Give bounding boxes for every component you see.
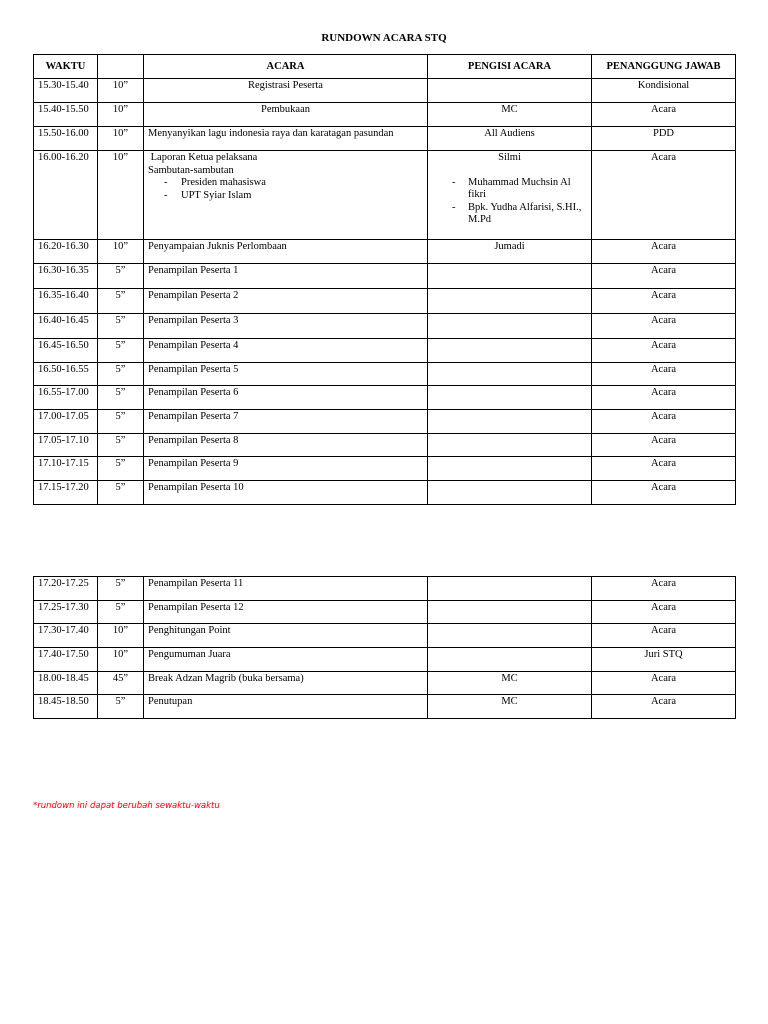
document-title: RUNDOWN ACARA STQ <box>321 32 447 44</box>
cell-penanggung-jawab: Acara <box>592 314 736 339</box>
cell-pengisi <box>428 481 592 505</box>
cell-acara: Penampilan Peserta 8 <box>144 434 428 457</box>
cell-penanggung-jawab: Acara <box>592 624 736 648</box>
cell-pengisi <box>428 79 592 103</box>
cell-waktu: 17.05-17.10 <box>34 434 98 457</box>
cell-pengisi <box>428 577 592 601</box>
table-row <box>34 264 736 289</box>
cell-waktu: 18.45-18.50 <box>34 695 98 719</box>
table-row <box>34 240 736 264</box>
cell-penanggung-jawab: Acara <box>592 672 736 695</box>
cell-durasi: 5” <box>98 363 144 386</box>
cell-waktu: 16.55-17.00 <box>34 386 98 410</box>
cell-waktu: 16.50-16.55 <box>34 363 98 386</box>
table-row <box>34 339 736 363</box>
cell-durasi: 5” <box>98 434 144 457</box>
header-penanggung-jawab: PENANGGUNG JAWAB <box>592 55 736 79</box>
header-pengisi-acara: PENGISI ACARA <box>428 55 592 79</box>
cell-pengisi: MC <box>428 695 592 719</box>
cell-pengisi <box>428 624 592 648</box>
list-item: - UPT Syiar Islam <box>148 190 423 203</box>
cell-durasi: 10” <box>98 240 144 264</box>
table-row <box>34 434 736 457</box>
cell-pengisi <box>428 151 592 240</box>
cell-acara: Penampilan Peserta 2 <box>144 289 428 314</box>
list-item: - Bpk. Yudha Alfarisi, S.HI., M.Pd <box>432 202 587 227</box>
cell-waktu: 16.40-16.45 <box>34 314 98 339</box>
cell-pengisi <box>428 314 592 339</box>
cell-acara: Penampilan Peserta 7 <box>144 410 428 434</box>
cell-acara: Penghitungan Point <box>144 624 428 648</box>
cell-pengisi <box>428 601 592 624</box>
list-item: - Muhammad Muchsin Al fikri <box>432 177 587 202</box>
cell-penanggung-jawab: Acara <box>592 264 736 289</box>
cell-durasi: 10” <box>98 103 144 127</box>
cell-pengisi <box>428 648 592 672</box>
cell-penanggung-jawab: Acara <box>592 289 736 314</box>
cell-penanggung-jawab: Acara <box>592 577 736 601</box>
cell-durasi: 45” <box>98 672 144 695</box>
cell-durasi: 5” <box>98 695 144 719</box>
table-row <box>34 577 736 601</box>
table-row <box>34 648 736 672</box>
cell-waktu: 17.10-17.15 <box>34 457 98 481</box>
cell-waktu: 17.30-17.40 <box>34 624 98 648</box>
cell-waktu: 16.30-16.35 <box>34 264 98 289</box>
cell-waktu: 18.00-18.45 <box>34 672 98 695</box>
cell-penanggung-jawab: Acara <box>592 695 736 719</box>
cell-acara: Menyanyikan lagu indonesia raya dan karatagan pasundan <box>144 127 428 151</box>
table-row <box>34 672 736 695</box>
cell-waktu: 16.45-16.50 <box>34 339 98 363</box>
cell-pengisi <box>428 434 592 457</box>
cell-durasi: 5” <box>98 457 144 481</box>
cell-acara: Penampilan Peserta 6 <box>144 386 428 410</box>
cell-waktu: 17.25-17.30 <box>34 601 98 624</box>
cell-acara: Penyampaian Juknis Perlombaan <box>144 240 428 264</box>
cell-acara <box>144 151 428 240</box>
cell-durasi: 5” <box>98 410 144 434</box>
cell-pengisi <box>428 410 592 434</box>
table-row <box>34 410 736 434</box>
header-acara: ACARA <box>144 55 428 79</box>
cell-waktu: 15.30-15.40 <box>34 79 98 103</box>
table-row <box>34 79 736 103</box>
sambutan-list <box>148 177 423 202</box>
list-item: - Presiden mahasiswa <box>148 177 423 190</box>
cell-penanggung-jawab: Acara <box>592 481 736 505</box>
rundown-table-2 <box>33 576 736 719</box>
table-row <box>34 151 736 240</box>
pengisi-list <box>432 177 587 227</box>
cell-durasi: 5” <box>98 577 144 601</box>
cell-penanggung-jawab: Acara <box>592 339 736 363</box>
cell-durasi: 5” <box>98 314 144 339</box>
cell-penanggung-jawab: Acara <box>592 457 736 481</box>
cell-durasi: 5” <box>98 289 144 314</box>
cell-penanggung-jawab: Acara <box>592 103 736 127</box>
cell-durasi: 5” <box>98 264 144 289</box>
cell-durasi: 5” <box>98 339 144 363</box>
table-row <box>34 289 736 314</box>
table-header-row <box>34 55 736 79</box>
cell-pengisi <box>428 264 592 289</box>
cell-pengisi: All Audiens <box>428 127 592 151</box>
table-row <box>34 624 736 648</box>
cell-waktu: 15.50-16.00 <box>34 127 98 151</box>
cell-pengisi: MC <box>428 103 592 127</box>
cell-penanggung-jawab: Kondisional <box>592 79 736 103</box>
cell-waktu: 17.40-17.50 <box>34 648 98 672</box>
cell-penanggung-jawab: Acara <box>592 363 736 386</box>
cell-pengisi <box>428 363 592 386</box>
pengisi-line: Silmi <box>498 152 521 163</box>
cell-waktu: 16.35-16.40 <box>34 289 98 314</box>
acara-line: Laporan Ketua pelaksana <box>148 152 258 163</box>
cell-penanggung-jawab: Acara <box>592 240 736 264</box>
cell-waktu: 17.00-17.05 <box>34 410 98 434</box>
cell-pengisi: Jumadi <box>428 240 592 264</box>
cell-durasi: 10” <box>98 151 144 240</box>
table-row <box>34 127 736 151</box>
cell-penanggung-jawab: Acara <box>592 601 736 624</box>
cell-waktu: 15.40-15.50 <box>34 103 98 127</box>
cell-penanggung-jawab: Juri STQ <box>592 648 736 672</box>
disclaimer-note: *rundown ini dapat berubah sewaktu-waktu <box>33 801 220 811</box>
cell-acara: Pembukaan <box>144 103 428 127</box>
header-durasi <box>98 55 144 79</box>
cell-durasi: 10” <box>98 79 144 103</box>
cell-acara: Penampilan Peserta 10 <box>144 481 428 505</box>
header-waktu: WAKTU <box>34 55 98 79</box>
table-row <box>34 386 736 410</box>
cell-acara: Break Adzan Magrib (buka bersama) <box>144 672 428 695</box>
cell-pengisi <box>428 386 592 410</box>
acara-line: Sambutan-sambutan <box>148 164 234 176</box>
cell-pengisi <box>428 339 592 363</box>
rundown-table-1 <box>33 54 736 505</box>
cell-penanggung-jawab: Acara <box>592 434 736 457</box>
cell-durasi: 10” <box>98 648 144 672</box>
cell-pengisi <box>428 457 592 481</box>
table-row <box>34 363 736 386</box>
table-row <box>34 601 736 624</box>
cell-penanggung-jawab: Acara <box>592 410 736 434</box>
cell-acara: Registrasi Peserta <box>144 79 428 103</box>
table-row <box>34 457 736 481</box>
cell-waktu: 16.00-16.20 <box>34 151 98 240</box>
cell-penanggung-jawab: PDD <box>592 127 736 151</box>
cell-pengisi <box>428 289 592 314</box>
cell-acara: Penampilan Peserta 3 <box>144 314 428 339</box>
cell-durasi: 5” <box>98 601 144 624</box>
cell-durasi: 5” <box>98 386 144 410</box>
cell-durasi: 10” <box>98 127 144 151</box>
cell-pengisi: MC <box>428 672 592 695</box>
cell-penanggung-jawab: Acara <box>592 386 736 410</box>
cell-acara: Penampilan Peserta 12 <box>144 601 428 624</box>
cell-acara: Pengumuman Juara <box>144 648 428 672</box>
cell-acara: Penampilan Peserta 11 <box>144 577 428 601</box>
cell-waktu: 17.15-17.20 <box>34 481 98 505</box>
cell-penanggung-jawab: Acara <box>592 151 736 240</box>
cell-waktu: 17.20-17.25 <box>34 577 98 601</box>
table-row <box>34 481 736 505</box>
cell-acara: Penampilan Peserta 5 <box>144 363 428 386</box>
cell-waktu: 16.20-16.30 <box>34 240 98 264</box>
table-row <box>34 103 736 127</box>
cell-acara: Penampilan Peserta 9 <box>144 457 428 481</box>
table-row <box>34 695 736 719</box>
cell-durasi: 10” <box>98 624 144 648</box>
table-row <box>34 314 736 339</box>
cell-acara: Penampilan Peserta 4 <box>144 339 428 363</box>
cell-acara: Penampilan Peserta 1 <box>144 264 428 289</box>
cell-durasi: 5” <box>98 481 144 505</box>
cell-acara: Penutupan <box>144 695 428 719</box>
